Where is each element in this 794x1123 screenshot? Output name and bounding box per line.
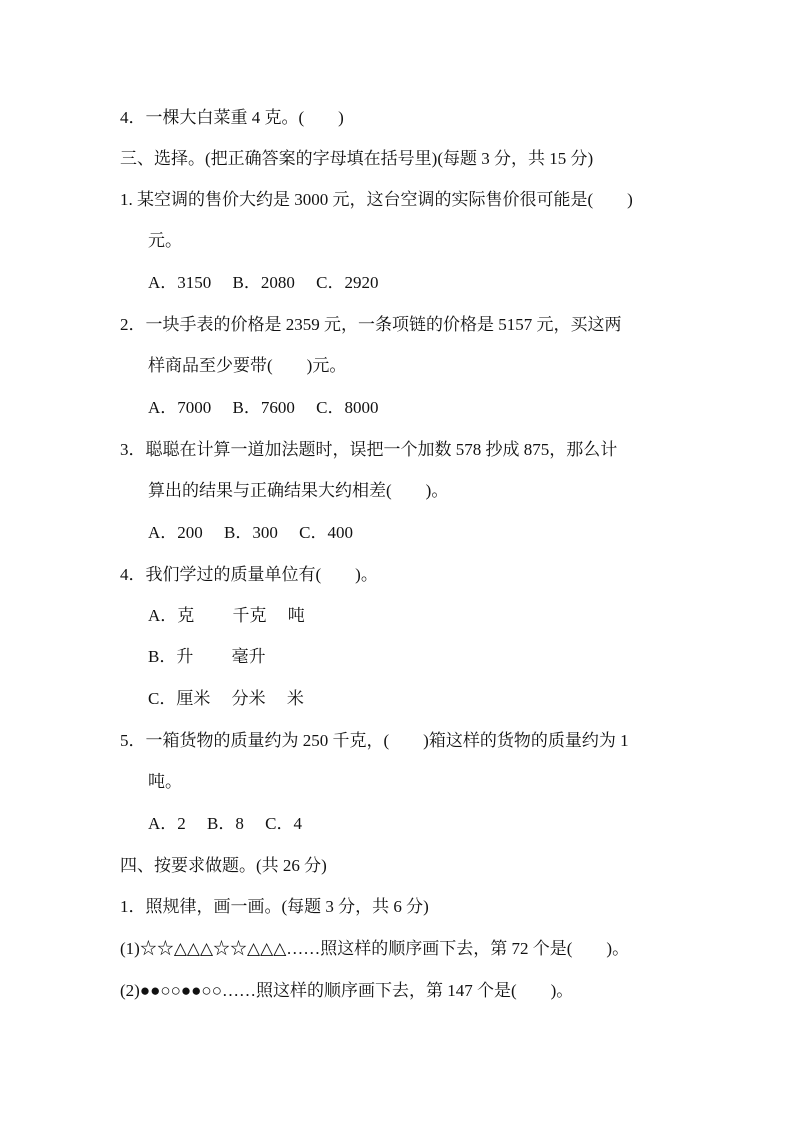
pattern-task-2: (2)●●○○●●○○……照这样的顺序画下去，第 147 个是( )。 — [120, 981, 574, 1000]
pattern-task-1: (1)☆☆△△△☆☆△△△……照这样的顺序画下去，第 72 个是( )。 — [120, 939, 630, 958]
question-3-text: 3．聪聪在计算一道加法题时，误把一个加数 578 抄成 875，那么计 — [120, 440, 618, 459]
question-3-text-cont: 算出的结果与正确结果大约相差( )。 — [148, 481, 449, 500]
question-1-text-cont: 元。 — [148, 231, 182, 250]
question-4-option-b: B．升 毫升 — [148, 647, 266, 666]
question-4-option-a: A．克 千克 吨 — [148, 606, 305, 625]
question-1-options: A．3150 B．2080 C．2920 — [148, 273, 379, 292]
question-4-option-c: C．厘米 分米 米 — [148, 689, 304, 708]
true-false-item-4: 4．一棵大白菜重 4 克。( ) — [120, 108, 344, 127]
question-2-text: 2．一块手表的价格是 2359 元，一条项链的价格是 5157 元，买这两 — [120, 315, 622, 334]
pattern-task-heading: 1．照规律，画一画。(每题 3 分，共 6 分) — [120, 897, 429, 916]
question-5-text: 5．一箱货物的质量约为 250 千克，( )箱这样的货物的质量约为 1 — [120, 731, 629, 750]
question-3-options: A．200 B．300 C．400 — [148, 523, 353, 542]
question-2-options: A．7000 B．7600 C．8000 — [148, 398, 379, 417]
question-2-text-cont: 样商品至少要带( )元。 — [148, 356, 347, 375]
question-1-text: 1. 某空调的售价大约是 3000 元，这台空调的实际售价很可能是( ) — [120, 190, 633, 209]
question-4-text: 4．我们学过的质量单位有( )。 — [120, 565, 378, 584]
question-5-options: A．2 B．8 C．4 — [148, 814, 302, 833]
section-4-heading: 四、按要求做题。(共 26 分) — [120, 856, 327, 875]
section-3-heading: 三、选择。(把正确答案的字母填在括号里)(每题 3 分，共 15 分) — [120, 149, 594, 168]
question-5-text-cont: 吨。 — [148, 772, 182, 791]
